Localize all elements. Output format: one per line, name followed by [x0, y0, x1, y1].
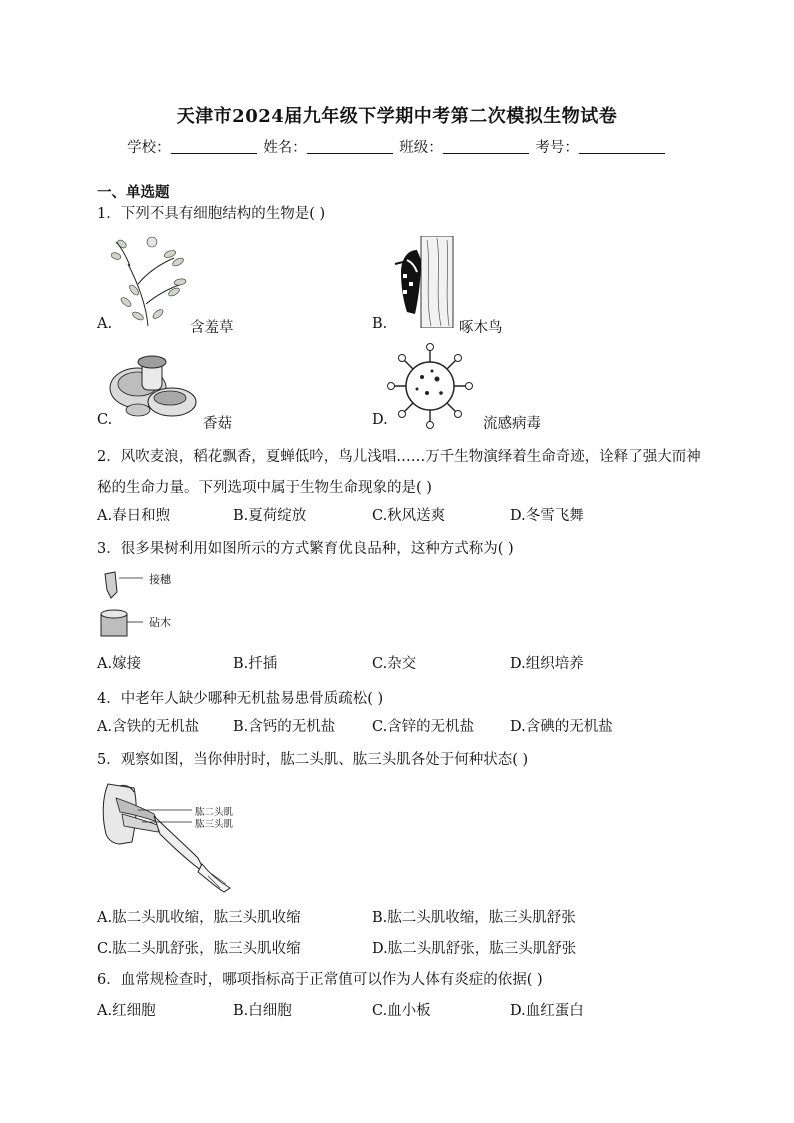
school-label: 学校：	[127, 140, 171, 156]
question-1-stem: 1．下列不具有细胞结构的生物是( )	[97, 206, 326, 222]
school-blank[interactable]	[171, 140, 257, 154]
q1-option-a-text: 含羞草	[190, 320, 234, 336]
q5-option-b[interactable]: B.肱二头肌收缩，肱三头肌舒张	[372, 910, 576, 926]
q5-option-a[interactable]: A.肱二头肌收缩，肱三头肌收缩	[97, 910, 301, 926]
scion-label: 接穗	[149, 573, 171, 586]
q2-option-a[interactable]: A.春日和煦	[97, 508, 171, 524]
q2-option-b[interactable]: B.夏荷绽放	[233, 508, 307, 524]
q3-option-d[interactable]: D.组织培养	[510, 656, 584, 672]
grafting-diagram	[97, 568, 145, 640]
question-4-stem: 4．中老年人缺少哪种无机盐易患骨质疏松( )	[97, 691, 384, 707]
q1-option-d-text: 流感病毒	[483, 416, 541, 432]
q1-option-b-letter[interactable]: B.	[372, 316, 388, 332]
question-5-stem: 5．观察如图，当你伸肘时，肱二头肌、肱三头肌各处于何种状态( )	[97, 752, 529, 768]
q6-option-d[interactable]: D.血红蛋白	[510, 1003, 584, 1019]
q4-option-a[interactable]: A.含铁的无机盐	[97, 719, 200, 735]
name-label: 姓名：	[263, 140, 307, 156]
id-blank[interactable]	[579, 140, 665, 154]
q6-option-c[interactable]: C.血小板	[372, 1003, 431, 1019]
name-blank[interactable]	[307, 140, 393, 154]
arm-muscle-diagram	[98, 778, 238, 894]
question-6-stem: 6．血常规检查时，哪项指标高于正常值可以作为人体有炎症的依据( )	[97, 972, 543, 988]
class-label: 班级：	[399, 140, 443, 156]
page-title: 天津市2024届九年级下学期中考第二次模拟生物试卷	[176, 106, 618, 127]
q1-option-d-letter[interactable]: D.	[372, 412, 388, 428]
q3-option-c[interactable]: C.杂交	[372, 656, 417, 672]
q5-option-d[interactable]: D.肱二头肌舒张，肱三头肌舒张	[372, 941, 577, 957]
q2-option-c[interactable]: C.秋风送爽	[372, 508, 446, 524]
mushroom-image	[108, 352, 200, 424]
q3-option-b[interactable]: B.扦插	[233, 656, 278, 672]
q1-option-c-text: 香菇	[203, 416, 232, 432]
question-3-stem: 3．很多果树利用如图所示的方式繁育优良品种，这种方式称为( )	[97, 541, 514, 557]
q1-option-c-letter[interactable]: C.	[97, 412, 113, 428]
id-label: 考号：	[535, 140, 579, 156]
influenza-virus-image	[387, 343, 473, 429]
biceps-label: 肱二头肌	[195, 807, 234, 818]
student-info-line	[0, 136, 794, 157]
q4-option-c[interactable]: C.含锌的无机盐	[372, 719, 475, 735]
mimosa-plant-image	[108, 234, 188, 328]
q1-option-a-letter[interactable]: A.	[97, 316, 113, 332]
q6-option-a[interactable]: A.红细胞	[97, 1003, 156, 1019]
q2-option-d[interactable]: D.冬雪飞舞	[510, 508, 584, 524]
q1-option-b-text: 啄木鸟	[459, 320, 503, 336]
triceps-label: 肱三头肌	[195, 819, 234, 830]
question-2-stem: 2．风吹麦浪，稻花飘香，夏蝉低吟，鸟儿浅唱……万千生物演绎着生命奇迹，诠释了强大而神秘的生命力量。下列选项中属于生物生命现象的是( )	[97, 449, 701, 496]
q4-option-b[interactable]: B.含钙的无机盐	[233, 719, 336, 735]
q4-option-d[interactable]: D.含碘的无机盐	[510, 719, 613, 735]
woodpecker-image	[387, 236, 455, 328]
q6-option-b[interactable]: B.白细胞	[233, 1003, 292, 1019]
class-blank[interactable]	[443, 140, 529, 154]
rootstock-label: 砧木	[149, 616, 171, 629]
q3-option-a[interactable]: A.嫁接	[97, 656, 142, 672]
section-heading: 一、单选题	[97, 184, 170, 201]
q5-option-c[interactable]: C.肱二头肌舒张，肱三头肌收缩	[97, 941, 301, 957]
